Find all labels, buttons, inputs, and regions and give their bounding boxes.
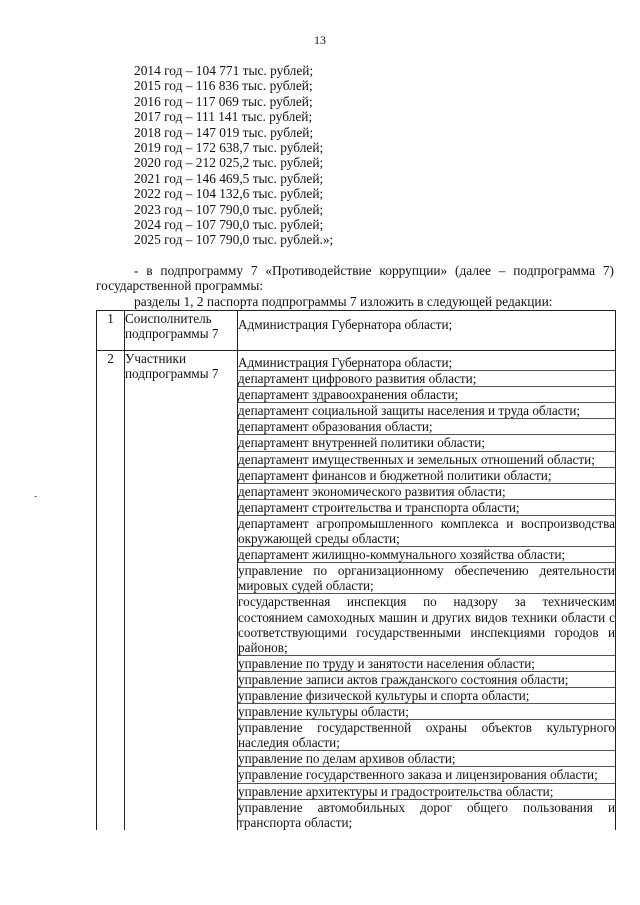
table-row [97,311,616,351]
list-item: департамент здравоохранения области; [238,387,615,403]
row-label: Соисполнитель подпрограммы 7 [125,311,238,351]
list-item: управление по труду и занятости населения области; [238,656,615,672]
budget-line: 2014 год – 104 771 тыс. рублей; [134,63,314,78]
row-number: 1 [97,311,125,351]
budget-line: 2019 год – 172 638,7 тыс. рублей; [134,140,324,156]
budget-line: 2017 год – 111 141 тыс. рублей; [134,109,313,125]
budget-line: 2020 год – 212 025,2 тыс. рублей; [134,155,324,171]
margin-mark: - [34,491,38,502]
list-item: департамент строительства и транспорта области; [238,500,615,516]
page-number: 13 [314,33,326,47]
budget-line: 2016 год – 117 069 тыс. рублей; [134,93,313,109]
list-item: государственная инспекция по надзору за техническим состоянием самоходных машин и других видов техники области с соответствующими государственными инспекциями городов и районов; [238,594,615,655]
list-item: управление культуры области; [238,704,615,720]
list-item: департамент образования области; [238,419,615,435]
row-content: Администрация Губернатора области; [238,311,616,351]
table-row [97,351,616,830]
list-item: управление автомобильных дорог общего пользования и транспорта области; [238,799,615,830]
row-number: 2 [97,351,125,830]
list-item: департамент цифрового развития области; [238,371,615,387]
list-item: департамент внутренней политики области; [238,435,615,451]
budget-line: 2025 год – 107 790,0 тыс. рублей.»; [134,232,334,248]
list-item: департамент агропромышленного комплекса и воспроизводства окружающей среды области; [238,515,615,547]
list-item: управление по делам архивов области; [238,751,615,767]
budget-line: 2023 год – 107 790,0 тыс. рублей; [134,201,324,217]
budget-line: 2022 год – 104 132,6 тыс. рублей; [134,186,324,202]
list-item: управление государственной охраны объектов культурного наследия области; [238,720,615,751]
budget-list [134,63,333,248]
list-item: управление государственного заказа и лицензирования области; [238,767,615,783]
list-item: управление физической культуры и спорта области; [238,688,615,704]
sections-paragraph: разделы 1, 2 паспорта подпрограммы 7 изложить в следующей редакции: [134,294,553,309]
list-item: департамент социальной защиты населения и труда области; [238,403,615,419]
list-item: управление по организационному обеспечению деятельности мировых судей области; [238,563,615,594]
list-item: управление архитектуры и градостроительства области; [238,784,615,800]
participants-list [238,351,616,830]
list-item: Администрация Губернатора области; [238,355,615,371]
amendment-paragraph: - в подпрограмму 7 «Противодействие коррупции» (далее – подпрограмма 7) государственной программы: [96,263,614,294]
list-item: департамент жилищно-коммунального хозяйства области; [238,547,615,563]
list-item: департамент имущественных и земельных отношений области; [238,452,615,468]
budget-line: 2024 год – 107 790,0 тыс. рублей; [134,217,324,233]
budget-line: 2021 год – 146 469,5 тыс. рублей; [134,170,324,186]
list-item: департамент экономического развития области; [238,484,615,500]
budget-line: 2015 год – 116 836 тыс. рублей; [134,78,313,94]
list-item: управление записи актов гражданского состояния области; [238,672,615,688]
row-label: Участники подпрограммы 7 [125,351,238,830]
list-item: департамент финансов и бюджетной политики области; [238,468,615,484]
budget-line: 2018 год – 147 019 тыс. рублей; [134,124,314,140]
subprogram-passport-table [96,310,616,830]
